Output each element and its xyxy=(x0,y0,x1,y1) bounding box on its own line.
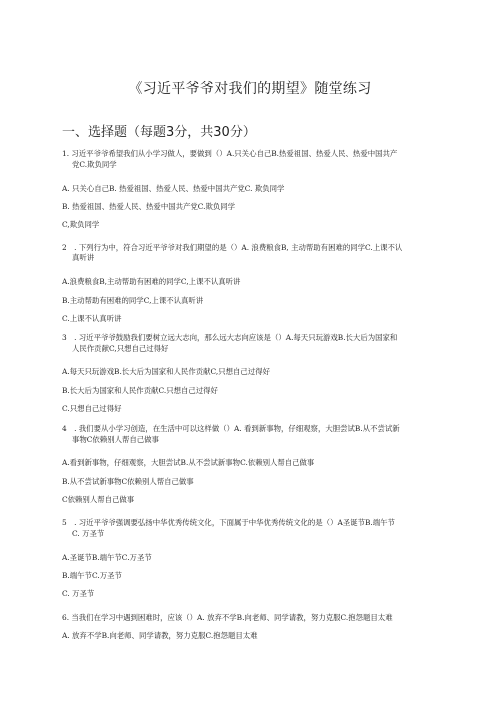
page-title: 《习近平爷爷对我们的期望》随堂练习 xyxy=(128,81,372,97)
question-line: 5 . 习近平爷爷强调要弘扬中华优秀传统文化，下面属于中华优秀传统文化的是（）A圣诞节B.端午节 xyxy=(62,518,395,527)
question-line: C. 万圣节 xyxy=(72,529,105,538)
question-line: A.圣诞节B.端午节C.万圣节 xyxy=(62,553,152,562)
question-line: 4 . 我们要从小学习创造，在生活中可以这样做（）A. 看到新事物，仔细观察，大胆尝试B.从不尝试新 xyxy=(62,424,400,433)
question-line: C依赖别人帮自己做事 xyxy=(62,495,135,504)
question-line: A.看到新事物，仔细观察，大胆尝试B.从不尝试新事物C.依赖别人帮自己做事 xyxy=(62,458,315,467)
question-line: 人民作贡献C,只想自己过得好 xyxy=(72,344,169,353)
question-line: A. 放弃不学B.向老师、同学请教，努力克服C.抱怨题目太难 xyxy=(62,631,258,640)
question-line: B.主动帮助有困难的同学C,上课不认真听讲 xyxy=(62,296,204,305)
question-line: 党C.欺负同学 xyxy=(72,160,117,169)
question-line: B. 热爱祖国、热爱人民、热爱中国共产党C.欺负同学 xyxy=(62,202,236,211)
question-line: B.长大后为国家和人民作贡献C.只想自己过得好 xyxy=(62,386,218,395)
question-line: B.从不尝试新事物C依赖别人帮自己做事 xyxy=(62,477,194,486)
question-line: B.端午节C.万圣节 xyxy=(62,571,122,580)
question-line: C,欺负同学 xyxy=(62,220,100,229)
question-line: A.浪费粮食B,主动帮助有困难的同学C,上课不认真听讲 xyxy=(62,277,241,286)
question-line: A. 只关心自己B. 热爱祖国、热爱人民、热爱中国共产党C. 欺负同学 xyxy=(62,184,285,193)
question-line: 事物C依赖别人帮自己做事 xyxy=(72,435,159,444)
section-heading: 一、选择题（每题3分，共30分） xyxy=(62,125,256,140)
question-line: 3 . 习近平爷爷鼓励我们要树立远大志向，那么远大志向应该是（）A.每天只玩游戏B.长大后为国家和 xyxy=(62,333,398,342)
question-line: A.每天只玩游戏B.长大后为国家和人民作贡献C,只想自己过得好 xyxy=(62,367,270,376)
question-line: 2 . 下列行为中，符合习近平爷爷对我们期望的是（）A. 浪费粮食B, 主动帮助有困难的同学C.上课不认 xyxy=(62,243,403,252)
question-line: C.只想自己过得好 xyxy=(62,404,122,413)
question-line: 1. 习近平爷爷希望我们从小学习做人，要做到（）A.只关心自己B.热爱祖国、热爱人民、热爱中国共产 xyxy=(62,149,398,158)
question-line: 真听讲 xyxy=(72,253,95,262)
question-line: C.上课不认真听讲 xyxy=(62,314,122,323)
question-line: 6. 当我们在学习中遇到困难时，应该（）A. 放弃不学B.向老师、同学请教，努力克服C.抱怨题目太难 xyxy=(62,613,393,622)
question-line: C. 万圣节 xyxy=(62,589,95,598)
